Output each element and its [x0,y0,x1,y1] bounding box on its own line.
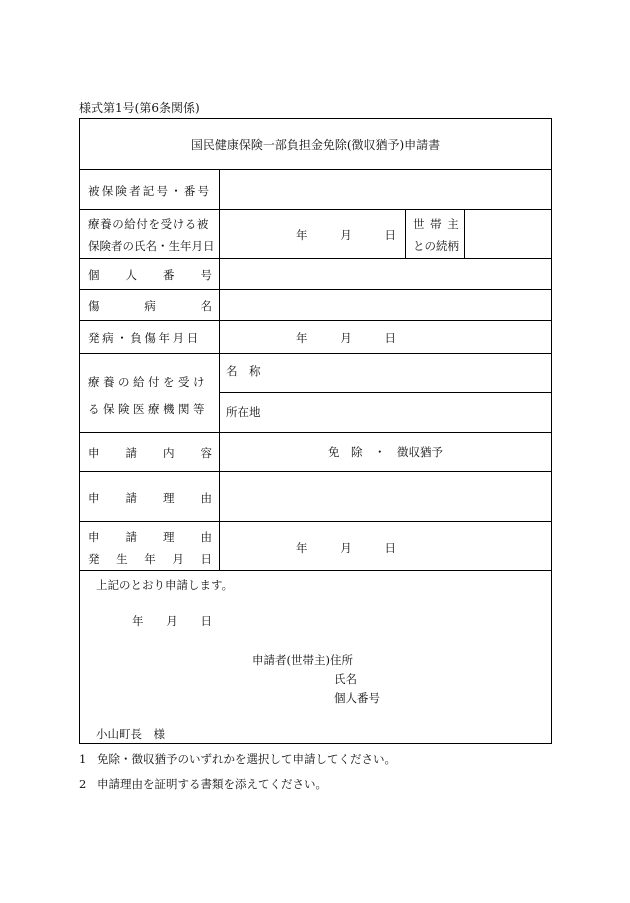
day-label: 日 [384,228,396,242]
institution-name-field[interactable] [270,354,551,392]
label-char: 号 [200,268,212,282]
label-char: 申 [88,446,100,460]
label-char: 人 [125,268,137,282]
month-label: 月 [166,614,178,628]
label-char: 申 [88,491,100,505]
month-label: 月 [340,331,352,345]
label-char: 名 [200,299,212,313]
institution-address-field[interactable] [270,393,551,432]
label-char: 個 [88,268,100,282]
addressee: 小山町長 様 [96,727,165,741]
application-date[interactable] [132,613,212,629]
declaration-text: 上記のとおり申請します。 [96,578,234,592]
year-label: 年 [296,228,308,242]
note-text: 申請理由を証明する書類を添えてください。 [97,777,327,791]
request-reason-label [88,490,212,506]
day-label: 日 [384,541,396,555]
row-divider [80,521,551,522]
householder-relation-line2: との続柄 [413,239,459,253]
label-char: 請 [125,530,137,544]
institution-label-line2: る保険医療機関等 [88,402,208,416]
note-1 [79,751,396,767]
note-text: 免除・徴収猶予のいずれかを選択して申請してください。 [97,752,396,766]
insured-number-field[interactable] [220,170,551,209]
recipient-label-line2: 保険者の氏名・生年月日 [88,239,215,253]
institution-name-label: 名 称 [226,364,261,378]
insured-number-label [88,183,212,199]
label-char: 内 [163,446,175,460]
label-char: 病 [144,299,156,313]
label-char: 申 [88,530,100,544]
reason-occurrence-date[interactable] [296,540,396,556]
form-title: 国民健康保険一部負担金免除(徴収猶予)申請書 [190,137,441,152]
onset-date-label [88,330,212,346]
application-form [79,118,552,744]
label-char: 傷 [88,299,100,313]
row-divider [80,320,551,321]
request-options[interactable]: 免 除 ・ 徴収猶予 [328,445,443,459]
reason-date-label-line1 [88,529,212,545]
illness-name-label [88,298,212,314]
label-text: 発病・負傷年月日 [88,331,201,345]
institution-address-label: 所在地 [226,405,261,419]
householder-relation-line1: 世 帯 主 [413,217,460,231]
recipient-label-line1: 療養の給付を受ける被 [88,217,209,231]
institution-label-line1: 療養の給付を受け [88,375,208,389]
label-char: 理 [163,491,175,505]
note-number: 1 [79,752,87,766]
label-char: 発 [88,552,100,566]
note-number: 2 [79,777,87,791]
day-label: 日 [384,331,396,345]
note-2 [79,776,327,792]
reason-date-label-line2 [88,551,212,567]
personal-number-field[interactable] [220,259,551,289]
label-char: 容 [200,446,212,460]
householder-relation-field[interactable] [465,210,551,258]
recipient-dob-date[interactable] [296,227,396,243]
label-char: 由 [200,530,212,544]
day-label: 日 [200,614,212,628]
onset-date[interactable] [296,330,396,346]
label-char: 生 [116,552,128,566]
label-char: 月 [172,552,184,566]
label-char: 請 [125,491,137,505]
month-label: 月 [340,228,352,242]
label-char: 由 [200,491,212,505]
personal-number-label [88,267,212,283]
form-number-label: 様式第1号(第6条関係) [79,101,200,115]
label-char: 請 [125,446,137,460]
year-label: 年 [296,331,308,345]
column-divider [405,209,406,258]
year-label: 年 [132,614,144,628]
row-divider [80,570,551,571]
label-char: 日 [200,552,212,566]
applicant-personal-number-label: 個人番号 [334,691,380,705]
month-label: 月 [340,541,352,555]
label-char: 番 [163,268,175,282]
applicant-address-label: 申請者(世帯主)住所 [252,653,353,667]
illness-name-field[interactable] [220,290,551,320]
year-label: 年 [296,541,308,555]
label-char: 年 [144,552,156,566]
request-content-label [88,445,212,461]
label-char: 理 [163,530,175,544]
label-text: 被保険者記号・番号 [88,184,212,198]
request-reason-field[interactable] [220,472,551,521]
applicant-name-label: 氏名 [334,672,357,686]
